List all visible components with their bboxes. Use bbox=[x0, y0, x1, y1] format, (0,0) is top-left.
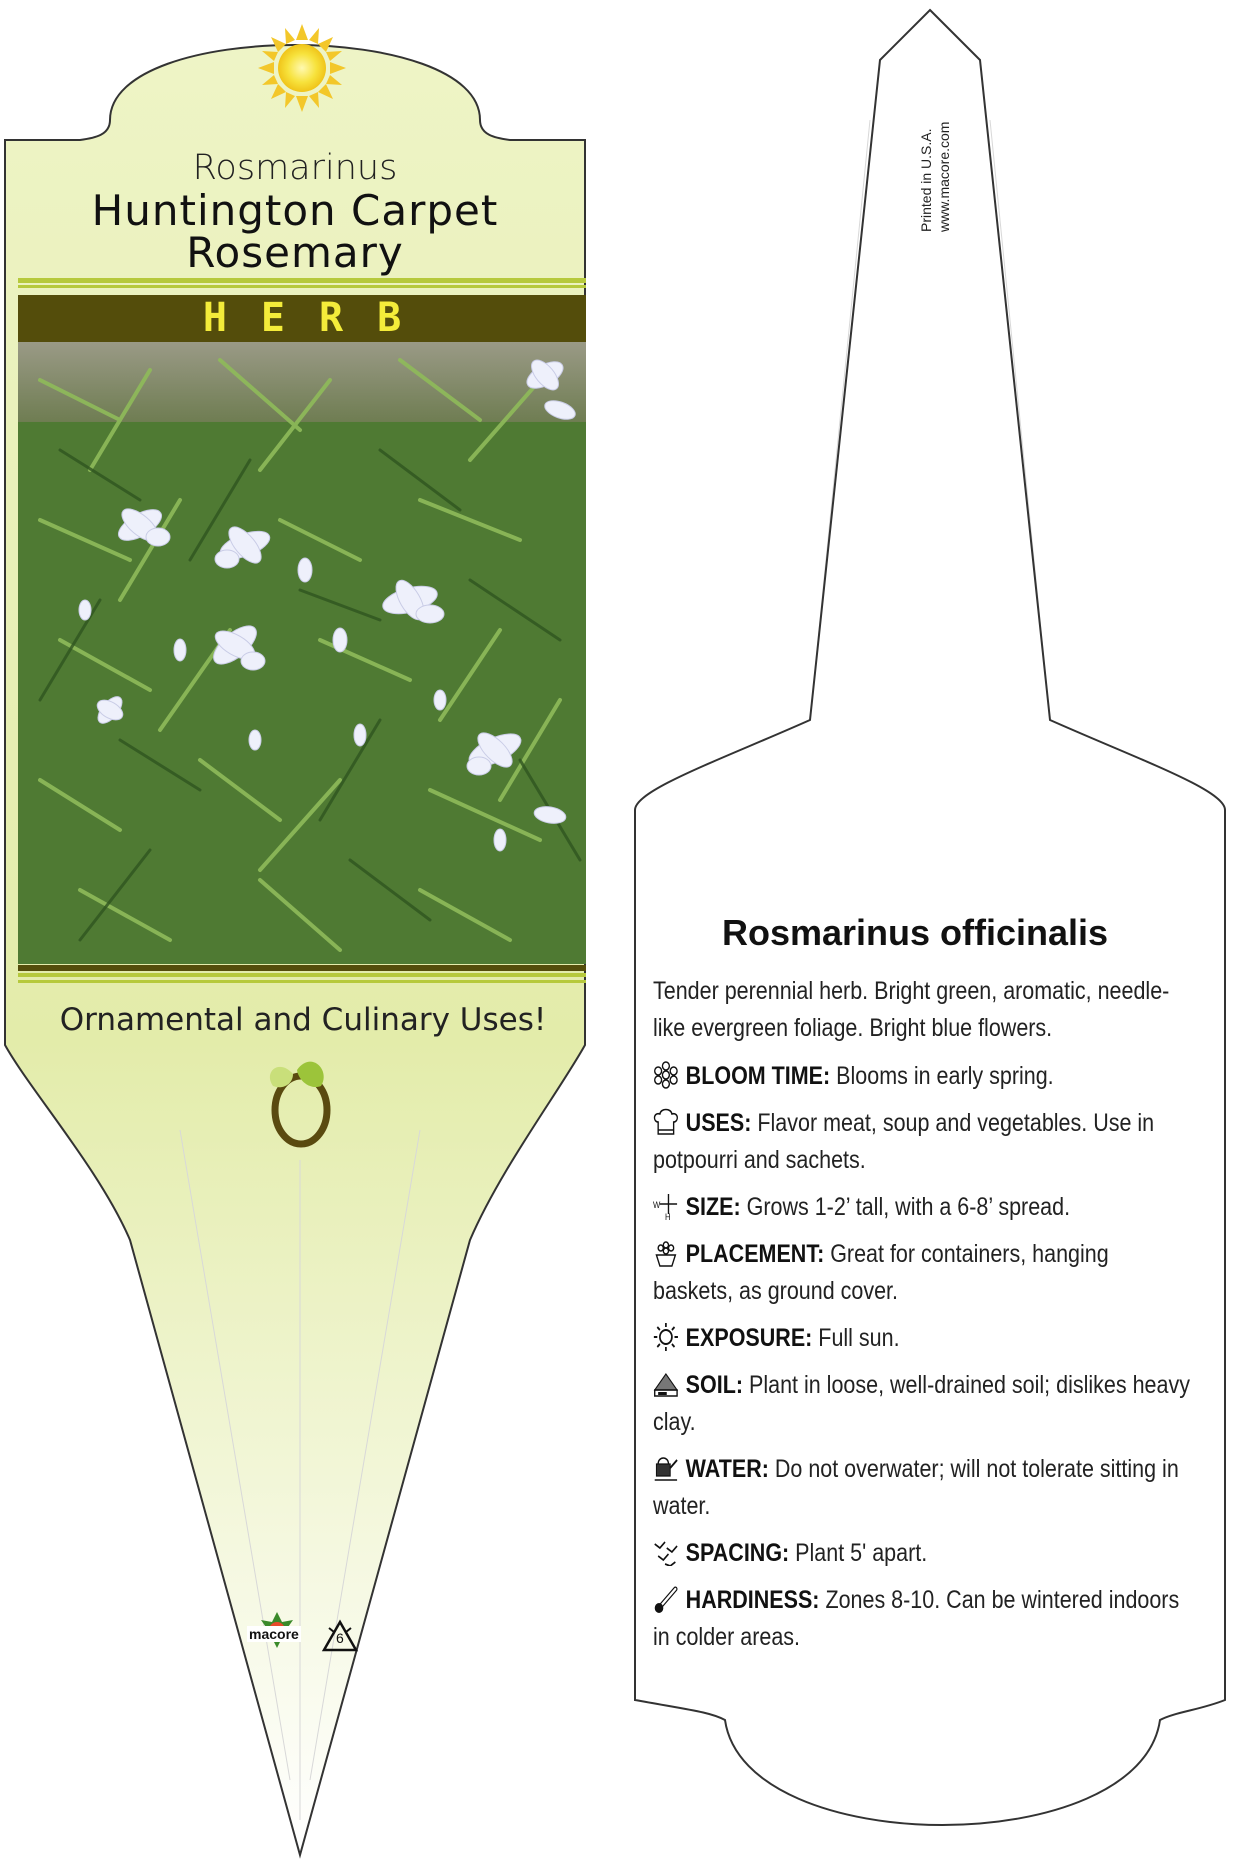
rosemary-photo bbox=[18, 342, 586, 964]
printed-in-usa: Printed in U.S.A. bbox=[918, 128, 934, 232]
botanical-name: Rosmarinus officinalis bbox=[721, 912, 1109, 953]
thermometer-icon bbox=[653, 1585, 679, 1613]
logo-text: macore bbox=[249, 1626, 299, 1642]
list-item: BLOOM TIME: Blooms in early spring. bbox=[653, 1058, 1193, 1095]
list-item: WATER: Do not overwater; will not tolerate sitting in water. bbox=[653, 1455, 1179, 1520]
sun-icon bbox=[653, 1323, 679, 1351]
list-item: HARDINESS: Zones 8-10. Can be wintered indoors in colder areas. bbox=[653, 1586, 1180, 1651]
placement-icon bbox=[653, 1239, 679, 1267]
list-item: W H SIZE: Grows 1-2’ tall, with a 6-8’ spread. bbox=[653, 1193, 1071, 1221]
list-item: SPACING: Plant 5' apart. bbox=[653, 1535, 1193, 1572]
soil-icon bbox=[653, 1370, 679, 1398]
list-item: EXPOSURE: Full sun. bbox=[653, 1320, 1193, 1357]
svg-text:H: H bbox=[665, 1211, 671, 1220]
recycle-code: 6 bbox=[336, 1630, 344, 1646]
flower-icon bbox=[653, 1061, 679, 1089]
website: www.macore.com bbox=[936, 121, 952, 232]
category-band: HERB bbox=[18, 295, 586, 342]
tagline: Ornamental and Culinary Uses! bbox=[59, 1002, 547, 1038]
size-icon bbox=[653, 1192, 679, 1220]
sun-icon bbox=[258, 24, 346, 112]
list-item: PLACEMENT: Great for containers, hanging baskets, as ground cover. bbox=[653, 1240, 1109, 1305]
care-list bbox=[653, 1058, 1193, 1666]
chef-hat-icon bbox=[653, 1108, 679, 1136]
list-item: SOIL: Plant in loose, well-drained soil; dislikes heavy clay. bbox=[653, 1371, 1190, 1436]
watering-can-icon bbox=[653, 1454, 679, 1482]
list-item: USES: Flavor meat, soup and vegetables. Use in potpourri and sachets. bbox=[653, 1109, 1155, 1174]
description: Tender perennial herb. Bright green, aromatic, needle-like evergreen foliage. Bright blue flowers. bbox=[653, 977, 1170, 1042]
cultivar-name-line2: Rosemary bbox=[186, 228, 404, 277]
svg-text:W: W bbox=[653, 1199, 661, 1211]
genus-name: Rosmarinus bbox=[192, 148, 398, 188]
cultivar-name-line1: Huntington Carpet bbox=[91, 186, 499, 235]
spacing-icon bbox=[653, 1538, 679, 1566]
